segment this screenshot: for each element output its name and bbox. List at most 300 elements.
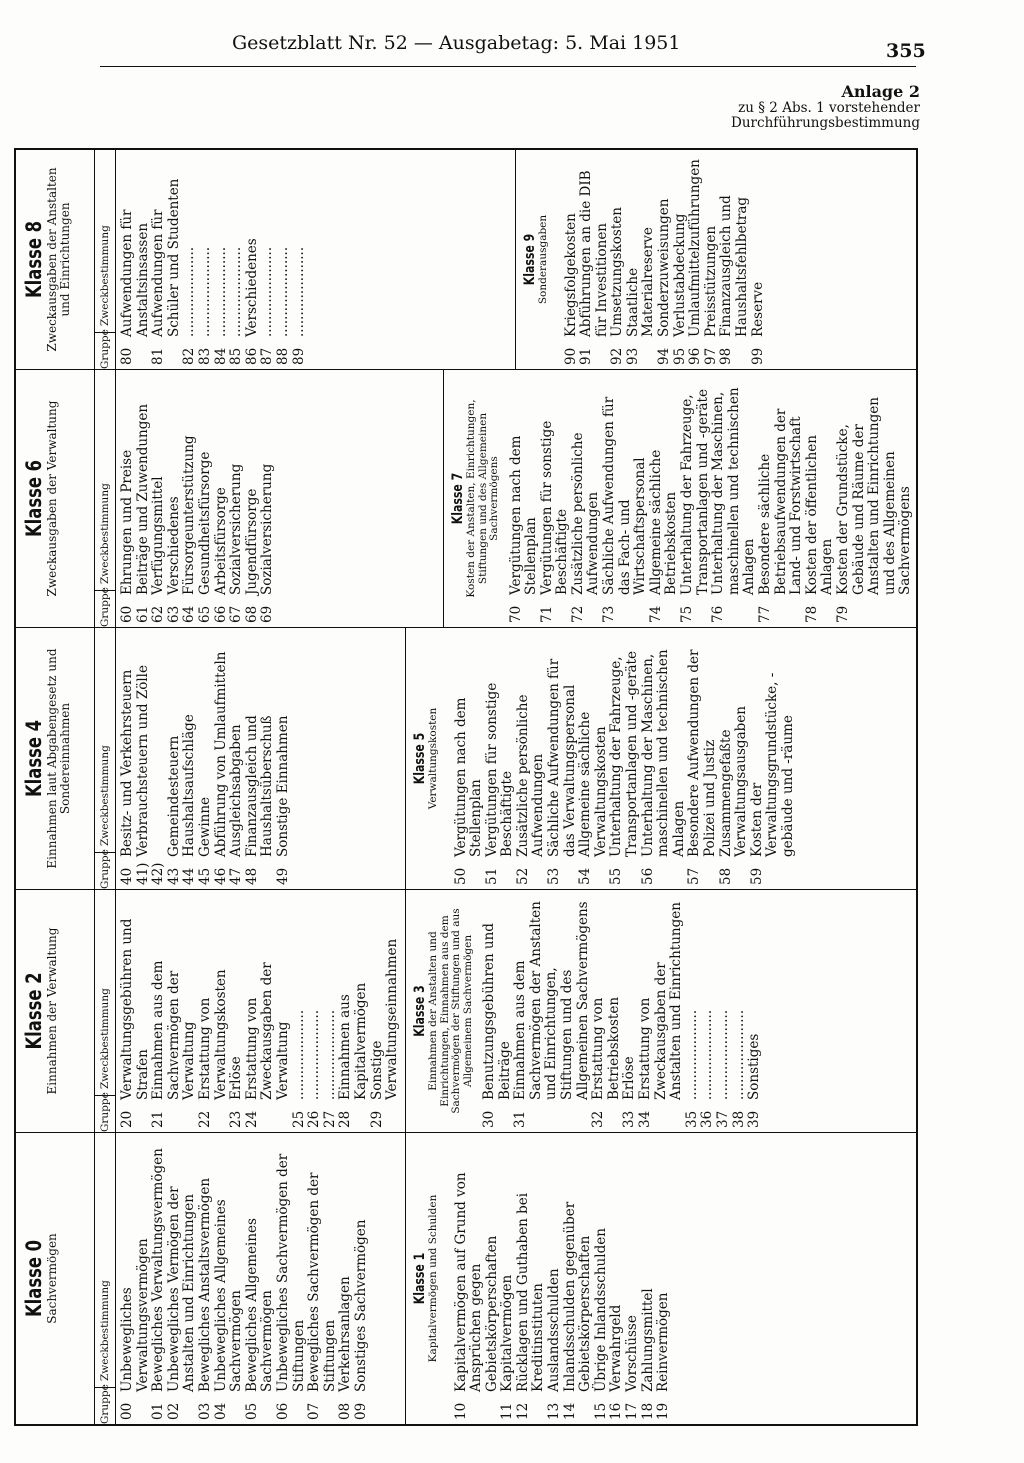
gruppe-row: [673, 156, 689, 365]
gruppe-row: [214, 156, 230, 365]
gruppe-number: 69: [259, 605, 276, 623]
gruppe-number: 37: [714, 1110, 731, 1128]
gruppe-row: [307, 896, 323, 1128]
gruppe-number: 35: [683, 1110, 700, 1128]
gruppe-number: 63: [165, 605, 182, 623]
zweckbestimmung-text: Unterhaltung der Maschinen, maschinellen und technischen Anlagen: [710, 387, 758, 595]
zweckbestimmung-text: Gewinne: [196, 796, 213, 857]
gruppe-row: [685, 896, 701, 1128]
gruppe-number: 81: [150, 347, 167, 365]
gruppe-number: 79: [834, 605, 851, 623]
gruppe-number: 33: [621, 1110, 638, 1128]
gruppe-row: [656, 1139, 672, 1420]
zweckbestimmung-text: Sozialversicherung: [259, 463, 276, 595]
gruppe-number: 16: [608, 1402, 625, 1420]
zweckbestimmung-text: Finanzausgleich und Haushaltsüberschuß: [243, 715, 276, 857]
gruppe-number: 47: [228, 867, 245, 885]
zweckbestimmung-text: Kosten der Grundstücke, Gebäude und Räume der Anstalten und Einrichtungen und des Allgemeinen Sachvermögens: [834, 397, 914, 595]
klasse-8-column-header: [94, 150, 116, 369]
klasse-5-header: [406, 628, 440, 889]
zweckbestimmung-text: .....................: [306, 1009, 323, 1100]
klasse-4-subtitle: Einnahmen laut Abgabengesetz und Sondereinnahmen: [45, 648, 72, 869]
gruppe-label: Gruppe: [95, 332, 115, 369]
gruppe-row: [167, 634, 183, 885]
gruppe-number: 48: [243, 867, 260, 885]
annex-label: [731, 82, 920, 131]
gruppe-row: [276, 1139, 307, 1420]
gruppe-row: [641, 634, 688, 885]
zweckbestimmung-text: Vergütungen für sonstige Beschäftigte: [538, 420, 571, 595]
gruppe-number: 61: [134, 605, 151, 623]
zweckbestimmung-text: Finanzausgleich und Haushaltsfehlbetrag: [718, 195, 751, 337]
gruppe-number: 82: [181, 347, 198, 365]
gruppe-row: [563, 1139, 594, 1420]
gruppe-number: 02: [165, 1402, 182, 1420]
zweckbestimmung-text: .....................: [321, 1009, 338, 1100]
gruppe-row: [688, 156, 704, 365]
gruppe-row: [338, 896, 369, 1128]
klasse-0-title: Klasse 0: [22, 1239, 46, 1318]
gruppe-row: [625, 1139, 641, 1420]
zweckbestimmung-text: Gesundheitsfürsorge: [196, 451, 213, 595]
zweckbestimmung-text: Unterhaltung der Fahrzeuge, Transportanlagen und -geräte: [679, 389, 711, 595]
gruppe-number: 08: [337, 1402, 354, 1420]
zweckbestimmung-text: Verbrauchsteuern und Zölle: [134, 665, 151, 857]
klasse-9-subtitle: Sonderausgaben: [537, 214, 549, 305]
gruppe-number: 11: [499, 1402, 516, 1420]
gruppe-row: [680, 376, 711, 623]
gazette-title: Gesetzblatt Nr. 52 — Ausgabetag: 5. Mai 1951: [232, 32, 681, 54]
gruppe-number: 83: [196, 347, 213, 365]
gruppe-number: 25: [290, 1110, 307, 1128]
gruppe-number: 95: [671, 347, 688, 365]
gruppe-number: 45: [196, 867, 213, 885]
page-number: 355: [886, 40, 926, 62]
klasse-5-list: [440, 628, 797, 889]
gruppe-number: 53: [546, 867, 563, 885]
gruppe-row: [245, 634, 276, 885]
zweckbestimmung-text: Staatliche Materialreserve: [624, 227, 657, 337]
klasse-7-subtitle: Kosten der Anstalten, Einrichtungen, Stiftungen und des Allgemeinen Sachvermögens: [465, 399, 500, 598]
gruppe-number: 10: [452, 1402, 469, 1420]
gruppe-number: 56: [639, 867, 656, 885]
zweckbestimmung-text: Aufwendungen für Schüler und Studenten: [150, 178, 182, 337]
zweckbestimmung-text: Erstattung von Zweckausgaben der Verwaltung: [243, 962, 291, 1100]
gruppe-row: [245, 1139, 276, 1420]
gruppe-number: 65: [196, 605, 213, 623]
zweckbestimmung-text: Einnahmen aus Kapitalvermögen: [337, 982, 369, 1100]
gruppe-row: [622, 896, 638, 1128]
column-klasse-2-3: [16, 889, 916, 1132]
zweckbestimmung-text: Sächliche Aufwendungen für das Verwaltungspersonal: [546, 658, 578, 857]
zweckbestimmung-text: Auslandsschulden: [546, 1268, 563, 1392]
klasse-8-list: [116, 150, 307, 369]
zweckbestimmung-text: Unbewegliches Sachvermögen der Stiftungen: [274, 1153, 307, 1392]
gruppe-number: 26: [306, 1110, 323, 1128]
gruppe-number: 32: [590, 1110, 607, 1128]
gruppe-row: [307, 1139, 338, 1420]
gruppe-row: [260, 156, 276, 365]
zweckbestimmung-text: Sonstige Einnahmen: [274, 715, 291, 857]
gruppe-number: 15: [592, 1402, 609, 1420]
panel-klasse-3: [406, 890, 916, 1132]
gruppe-number: 86: [243, 347, 260, 365]
gruppe-number: 68: [243, 605, 260, 623]
zweckbestimmung-text: Verkehrsanlagen: [337, 1276, 354, 1392]
klasse-5-subtitle: Verwaltungskosten: [427, 707, 439, 810]
gruppe-number: 39: [746, 1110, 763, 1128]
klasse-2-column-header: [94, 890, 116, 1132]
gruppe-row: [151, 376, 167, 623]
gruppe-number: 87: [259, 347, 276, 365]
zweckbestimmung-text: Besitz- und Verkehrsteuern: [119, 669, 135, 857]
zweckbestimmung-text: Besondere sächliche Betriebsaufwendungen der Land- und Forstwirtschaft: [757, 408, 805, 595]
panel-klasse-9: [516, 150, 916, 369]
gruppe-row: [120, 1139, 151, 1420]
zweckbestimmung-text: Einnahmen aus dem Sachvermögen der Anstalten und Einrichtungen, Stiftungen und des Allgemeinen Sachvermögens: [512, 901, 591, 1100]
gruppe-row: [323, 896, 339, 1128]
zweckbestimmung-text: Reserve: [749, 281, 766, 337]
gruppe-number: 84: [212, 347, 229, 365]
zweckbestimmung-text: Bewegliches Allgemeines Sachvermögen: [243, 1218, 276, 1392]
zweckbestimmung-text: Verschiedenes: [243, 238, 260, 337]
gruppe-number: 88: [274, 347, 291, 365]
zweckbestimmung-text: Verlustabdeckung: [671, 213, 688, 337]
gruppe-row: [747, 896, 763, 1128]
zweckbestimmung-text: Sozialversicherung: [228, 463, 245, 595]
zweckbestimmung-text: Zahlungsmittel: [639, 1288, 656, 1392]
gruppe-row: [182, 376, 198, 623]
klasse-9-header: [516, 150, 550, 369]
gruppe-row: [609, 634, 640, 885]
gruppe-row: [245, 156, 261, 365]
page-header: [0, 0, 1024, 70]
gruppe-number: 91: [578, 347, 595, 365]
klasse-4-column-header: [94, 628, 116, 889]
zweckbestimmung-text: Verwahrgeld: [608, 1304, 625, 1392]
gruppe-number: 14: [561, 1402, 578, 1420]
gruppe-number: 67: [228, 605, 245, 623]
gruppe-row: [454, 634, 485, 885]
gruppe-row: [704, 156, 720, 365]
gruppe-row: [750, 634, 797, 885]
gruppe-number: 44: [181, 867, 198, 885]
zweckbestimmung-text: .....................: [181, 246, 198, 337]
zweckbestimmung-text: Arbeitsfürsorge: [212, 487, 229, 595]
zweckbestimmung-text: Kapitalvermögen: [499, 1274, 516, 1392]
panel-klasse-2: [16, 890, 406, 1132]
gruppe-row: [641, 1139, 657, 1420]
gruppe-row: [578, 634, 609, 885]
zweckbestimmung-text: Einnahmen aus dem Sachvermögen der Verwaltung: [150, 960, 198, 1100]
gruppe-row: [516, 634, 547, 885]
zweckbestimmung-label: Zweckbestimmung: [99, 1280, 111, 1381]
zweckbestimmung-label: Zweckbestimmung: [99, 483, 111, 584]
zweckbestimmung-text: .....................: [228, 246, 245, 337]
klasse-2-subtitle: Einnahmen der Verwaltung: [45, 927, 59, 1095]
gruppe-row: [594, 1139, 610, 1420]
zweckbestimmung-text: .....................: [290, 246, 307, 337]
klasse-2-title: Klasse 2: [22, 972, 46, 1050]
gruppe-number: 41) 42): [134, 862, 167, 885]
gruppe-row: [136, 634, 167, 885]
gruppe-row: [836, 376, 914, 623]
zweckbestimmung-text: Vergütungen nach dem Stellenplan: [507, 435, 540, 595]
column-klasse-6-7: [16, 369, 916, 627]
gruppe-number: 13: [546, 1402, 563, 1420]
gruppe-number: 54: [577, 867, 594, 885]
zweckbestimmung-text: Ehrungen und Preise: [119, 449, 135, 595]
gruppe-number: 18: [639, 1402, 656, 1420]
gruppe-row: [229, 376, 245, 623]
zweckbestimmung-text: Erlöse: [621, 1056, 638, 1100]
zweckbestimmung-text: Allgemeine sächliche Verwaltungskosten: [577, 711, 609, 857]
klasse-7-title: Klasse 7: [450, 472, 466, 525]
zweckbestimmung-text: Unbewegliches Verwaltungsvermögen: [119, 1238, 151, 1392]
gruppe-number: 50: [452, 867, 469, 885]
gruppe-row: [151, 156, 182, 365]
gruppe-row: [638, 896, 685, 1128]
gruppe-number: 36: [699, 1110, 716, 1128]
zweckbestimmung-text: Kosten der Verwaltungsgrundstücke, -gebäude und -räume: [748, 672, 796, 857]
gruppe-row: [626, 156, 657, 365]
zweckbestimmung-text: Unterhaltung der Maschinen, maschinellen und technischen Anlagen: [639, 649, 687, 857]
gruppe-row: [245, 896, 292, 1128]
gruppe-row: [571, 376, 602, 623]
zweckbestimmung-text: Ausgleichsabgaben: [228, 724, 245, 857]
gruppe-number: 66: [212, 605, 229, 623]
zweckbestimmung-text: .....................: [259, 246, 276, 337]
gruppe-number: 92: [609, 347, 626, 365]
zweckbestimmung-text: Zusammengefaßte Verwaltungsausgaben: [717, 706, 750, 857]
klasse-4-title: Klasse 4: [22, 719, 46, 798]
gruppe-number: 38: [730, 1110, 747, 1128]
gruppe-number: 99: [749, 347, 766, 365]
gruppe-row: [214, 634, 230, 885]
zweckbestimmung-text: Erstattung von Verwaltungskosten: [196, 969, 229, 1100]
gruppe-number: 77: [757, 605, 773, 623]
klasse-2-list: [116, 890, 401, 1132]
zweckbestimmung-text: Verfügungsmittel: [150, 476, 167, 595]
gruppe-row: [579, 156, 610, 365]
zweckbestimmung-text: Reinvermögen: [655, 1292, 672, 1392]
gruppe-row: [136, 376, 152, 623]
column-klasse-0-1: [16, 1132, 916, 1424]
gruppe-row: [167, 376, 183, 623]
gruppe-row: [214, 376, 230, 623]
gruppe-number: 27: [321, 1110, 338, 1128]
gruppe-row: [540, 376, 571, 623]
header-rule: [100, 66, 916, 67]
zweckbestimmung-text: Erstattung von Zweckausgaben der Anstalten und Einrichtungen: [636, 902, 685, 1100]
klasse-4-header: [16, 628, 94, 889]
gruppe-number: 17: [624, 1402, 641, 1420]
gruppe-number: 97: [702, 347, 719, 365]
gruppe-row: [229, 634, 245, 885]
zweckbestimmung-text: Vergütungen für sonstige Beschäftigte: [483, 682, 516, 857]
gruppe-number: 89: [290, 347, 307, 365]
klasse-2-header: [16, 890, 94, 1132]
gruppe-number: 34: [636, 1110, 653, 1128]
gruppe-number: 58: [717, 867, 734, 885]
gruppe-row: [547, 634, 578, 885]
zweckbestimmung-text: Sächliche Aufwendungen für das Fach- und Wirtschaftspersonal: [601, 396, 649, 595]
gruppe-number: 80: [119, 347, 135, 365]
zweckbestimmung-text: Übrige Inlandsschulden: [592, 1228, 609, 1392]
gruppe-number: 07: [306, 1402, 323, 1420]
klasse-3-list: [474, 890, 763, 1132]
zweckbestimmung-text: Allgemeine sächliche Betriebskosten: [647, 449, 680, 595]
zweckbestimmung-text: Unterhaltung der Fahrzeuge, Transportanlagen und -geräte: [608, 651, 641, 857]
gruppe-number: 85: [228, 347, 245, 365]
gruppe-number: 30: [481, 1110, 497, 1128]
zweckbestimmung-text: Rücklagen und Guthaben bei Kreditinstituten: [514, 1192, 547, 1392]
gruppe-number: 51: [483, 867, 500, 885]
panel-klasse-7: [444, 370, 916, 627]
gruppe-number: 96: [687, 347, 704, 365]
klasse-1-header: [406, 1133, 440, 1424]
gruppe-row: [370, 896, 401, 1128]
gruppe-number: 57: [686, 867, 703, 885]
gruppe-label: Gruppe: [95, 852, 115, 889]
zweckbestimmung-text: .....................: [699, 1009, 716, 1100]
gruppe-label: Gruppe: [95, 590, 115, 627]
zweckbestimmung-label: Zweckbestimmung: [99, 225, 111, 326]
gruppe-row: [120, 634, 136, 885]
gruppe-row: [482, 896, 513, 1128]
klasse-7-header: [444, 370, 501, 627]
zweckbestimmung-text: .....................: [290, 1009, 307, 1100]
klasse-5-title: Klasse 5: [412, 732, 428, 785]
gruppe-row: [182, 634, 198, 885]
zweckbestimmung-text: Kriegsfolgekosten: [562, 213, 579, 337]
gruppe-number: 55: [608, 867, 625, 885]
zweckbestimmung-text: Verschiedenes: [165, 496, 182, 595]
gruppe-number: 40: [119, 867, 135, 885]
gruppe-row: [454, 1139, 501, 1420]
zweckbestimmung-text: Fürsorgeunterstützung: [181, 435, 198, 595]
gruppe-row: [198, 896, 229, 1128]
zweckbestimmung-text: Umlaufmittelzuführungen: [687, 159, 704, 337]
panel-klasse-5: [406, 628, 916, 889]
zweckbestimmung-text: Erstattung von Betriebskosten: [590, 996, 622, 1100]
zweckbestimmung-text: Gemeindesteuern: [165, 735, 182, 857]
annex-reference-line-2: Durchführungsbestimmung: [731, 115, 920, 131]
klasse-1-list: [440, 1133, 672, 1424]
gruppe-row: [805, 376, 836, 623]
gruppe-row: [700, 896, 716, 1128]
gruppe-number: 29: [368, 1110, 385, 1128]
zweckbestimmung-text: Bewegliches Sachvermögen der Stiftungen: [306, 1172, 338, 1392]
gruppe-row: [198, 156, 214, 365]
klasse-0-column-header: [94, 1133, 116, 1424]
klasse-0-header: [16, 1133, 94, 1424]
gruppe-number: 49: [274, 867, 291, 885]
zweckbestimmung-text: .....................: [274, 246, 291, 337]
gruppe-number: 21: [150, 1110, 167, 1128]
zweckbestimmung-text: Unbewegliches Allgemeines Sachvermögen: [212, 1199, 245, 1392]
classification-table: [14, 148, 918, 1426]
klasse-6-subtitle: Zweckausgaben der Verwaltung: [45, 400, 59, 597]
gruppe-row: [214, 1139, 245, 1420]
zweckbestimmung-text: Kapitalvermögen auf Grund von Ansprüchen gegen Gebietskörperschaften: [452, 1172, 500, 1392]
klasse-6-header: [16, 370, 94, 627]
klasse-8-header: [16, 150, 94, 369]
gruppe-row: [649, 376, 680, 623]
gruppe-row: [719, 156, 750, 365]
gruppe-number: 72: [569, 605, 586, 623]
zweckbestimmung-label: Zweckbestimmung: [99, 988, 111, 1089]
gruppe-row: [120, 376, 136, 623]
gruppe-number: 20: [119, 1110, 135, 1128]
gruppe-row: [120, 156, 151, 365]
gruppe-number: 03: [196, 1402, 213, 1420]
gruppe-number: 06: [274, 1402, 291, 1420]
gruppe-number: 46: [212, 867, 229, 885]
zweckbestimmung-text: Verwaltungsgebühren und Strafen: [119, 918, 151, 1100]
gruppe-number: 52: [514, 867, 531, 885]
gruppe-row: [182, 156, 198, 365]
klasse-9-list: [550, 150, 767, 369]
gruppe-number: 00: [119, 1402, 135, 1420]
gruppe-row: [245, 376, 261, 623]
zweckbestimmung-text: Sonstige Verwaltungseinnahmen: [368, 938, 401, 1100]
zweckbestimmung-text: Abführung von Umlaufmitteln: [212, 651, 229, 857]
gruppe-number: 73: [601, 605, 618, 623]
gruppe-number: 31: [512, 1110, 529, 1128]
gruppe-row: [716, 896, 732, 1128]
gruppe-number: 90: [562, 347, 579, 365]
gruppe-row: [198, 376, 214, 623]
gruppe-row: [338, 1139, 354, 1420]
gruppe-row: [292, 896, 308, 1128]
gruppe-row: [229, 896, 245, 1128]
zweckbestimmung-text: Sonderzuweisungen: [656, 198, 673, 337]
column-klasse-8-9: [16, 150, 916, 369]
column-klasse-4-5: [16, 627, 916, 889]
gruppe-number: 05: [243, 1402, 260, 1420]
gruppe-number: 78: [803, 605, 820, 623]
gruppe-label: Gruppe: [95, 1095, 115, 1132]
zweckbestimmung-text: .....................: [730, 1009, 747, 1100]
gruppe-row: [120, 896, 151, 1128]
gruppe-row: [758, 376, 805, 623]
gruppe-row: [609, 1139, 625, 1420]
gruppe-row: [732, 896, 748, 1128]
zweckbestimmung-text: Besondere Aufwendungen der Polizei und Justiz: [686, 649, 718, 857]
gruppe-row: [229, 156, 245, 365]
zweckbestimmung-text: Unbewegliches Vermögen der Anstalten und Einrichtungen: [165, 1186, 198, 1392]
gruppe-number: 19: [655, 1402, 672, 1420]
gruppe-row: [657, 156, 673, 365]
gruppe-row: [198, 634, 214, 885]
gruppe-number: 22: [196, 1110, 213, 1128]
gruppe-number: 70: [507, 605, 524, 623]
gruppe-row: [276, 156, 292, 365]
zweckbestimmung-text: Haushaltsaufschläge: [181, 714, 198, 857]
klasse-3-header: [406, 890, 474, 1132]
gruppe-number: 94: [656, 347, 673, 365]
panel-klasse-1: [406, 1133, 916, 1424]
zweckbestimmung-text: Bewegliches Verwaltungsvermögen: [150, 1148, 167, 1392]
gruppe-number: 09: [352, 1402, 369, 1420]
gruppe-row: [198, 1139, 214, 1420]
gruppe-row: [354, 1139, 370, 1420]
klasse-3-title: Klasse 3: [412, 985, 428, 1037]
klasse-1-subtitle: Kapitalvermögen und Schulden: [427, 1194, 439, 1363]
gruppe-row: [509, 376, 540, 623]
gruppe-row: [292, 156, 308, 365]
